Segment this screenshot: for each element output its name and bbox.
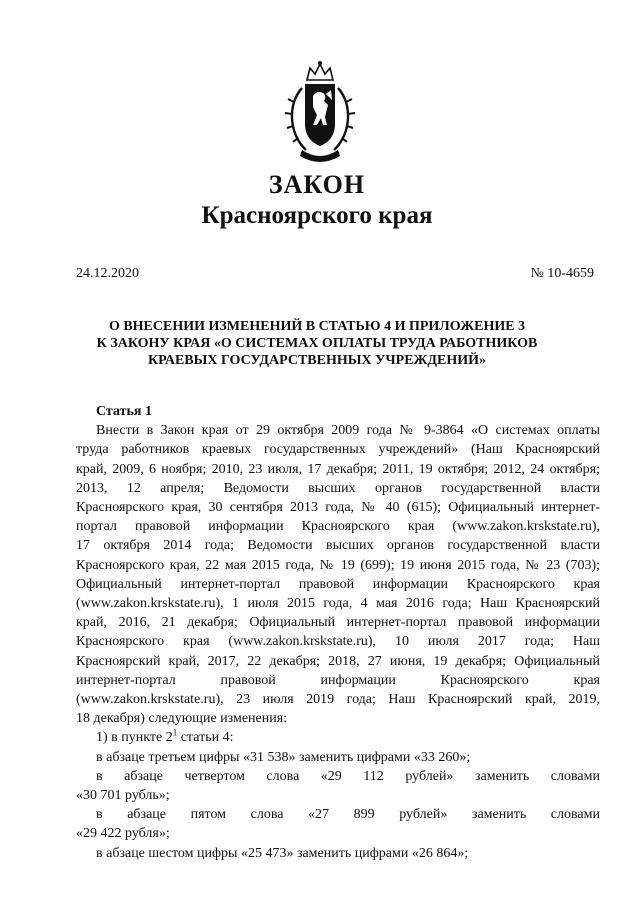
heading-line: К ЗАКОНУ КРАЯ «О СИСТЕМАХ ОПЛАТЫ ТРУДА РАБОТНИКОВ — [96, 336, 538, 351]
paragraph-line: (www.zakon.krskstate.ru), 23 июля 2019 года; Наш Красноярский край, 2019, — [76, 692, 600, 708]
edit-line: в абзаце шестом цифры «25 473» заменить цифрами «26 864»; — [96, 845, 469, 861]
paragraph-line: Красноярского края (www.zakon.krskstate.ru), 10 июля 2017 года; Наш — [76, 634, 600, 650]
paragraph-line: 18 декабря) следующие изменения: — [76, 711, 288, 727]
edit-line: «30 701 рубль»; — [76, 788, 170, 804]
paragraph-line: Красноярского края, 22 мая 2015 года, № 19 (699); 19 июня 2015 года, № 23 (703); — [76, 557, 600, 573]
edit-line: «29 422 рубля»; — [76, 826, 170, 842]
paragraph-line: портал правовой информации Красноярского края (www.zakon.krskstate.ru), — [76, 519, 600, 535]
document-date: 24.12.2020 — [76, 266, 139, 281]
document-title: ЗАКОН — [268, 170, 366, 199]
item-1-suffix: статьи 4: — [177, 730, 234, 746]
paragraph-line: Официальный интернет-портал правовой информации Красноярского края — [76, 576, 600, 592]
paragraph-line: труда работников краевых государственных учреждений» (Наш Красноярский — [76, 442, 600, 458]
article-title: Статья 1 — [96, 404, 152, 419]
paragraph-line: край, 2016, 21 декабря; Официальный интернет-портал правовой информации — [76, 615, 600, 631]
paragraph-line: Красноярского края, 30 сентября 2013 года, № 40 (615); Официальный интернет- — [76, 500, 600, 516]
edit-line: в абзаце третьем цифры «31 538» заменить цифрами «33 260»; — [96, 749, 471, 765]
paragraph-line: (www.zakon.krskstate.ru), 1 июля 2015 года, 4 мая 2016 года; Наш Красноярский — [76, 596, 600, 612]
paragraph-line: интернет-портал правовой информации Красноярского края — [76, 672, 600, 688]
paragraph-line: 17 октября 2014 года; Ведомости высших органов государственной власти — [76, 538, 600, 554]
document-subtitle: Красноярского края — [201, 202, 433, 229]
heading-line: О ВНЕСЕНИИ ИЗМЕНЕНИЙ В СТАТЬЮ 4 И ПРИЛОЖЕНИЕ 3 — [108, 319, 526, 334]
heading-line: КРАЕВЫХ ГОСУДАРСТВЕННЫХ УЧРЕЖДЕНИЙ» — [147, 353, 487, 368]
item-1-prefix: 1) в пункте 2 — [96, 730, 173, 746]
paragraph-line: Внести в Закон края от 29 октября 2009 года № 9-3864 «О системах оплаты — [96, 423, 600, 439]
coat-of-arms-icon — [280, 58, 360, 168]
edit-line: в абзаце четвертом слова «29 112 рублей» заменить словами — [96, 768, 600, 784]
paragraph-line: 2013, 12 апреля; Ведомости высших органов государственной власти — [76, 480, 600, 496]
paragraph-line: Красноярский край, 2017, 22 декабря; 2018, 27 июня, 19 декабря; Официальный — [76, 653, 600, 669]
item-1-superscript: 1 — [172, 727, 178, 738]
paragraph-line: край, 2009, 6 ноября; 2010, 23 июля, 17 декабря; 2011, 19 октября; 2012, 24 октября; — [76, 461, 600, 477]
item-1-line — [76, 728, 600, 747]
law-heading — [40, 318, 594, 369]
edit-line: в абзаце пятом слова «27 899 рублей» заменить словами — [96, 807, 600, 823]
article-body — [76, 402, 600, 863]
document-number: № 10-4659 — [530, 266, 594, 281]
